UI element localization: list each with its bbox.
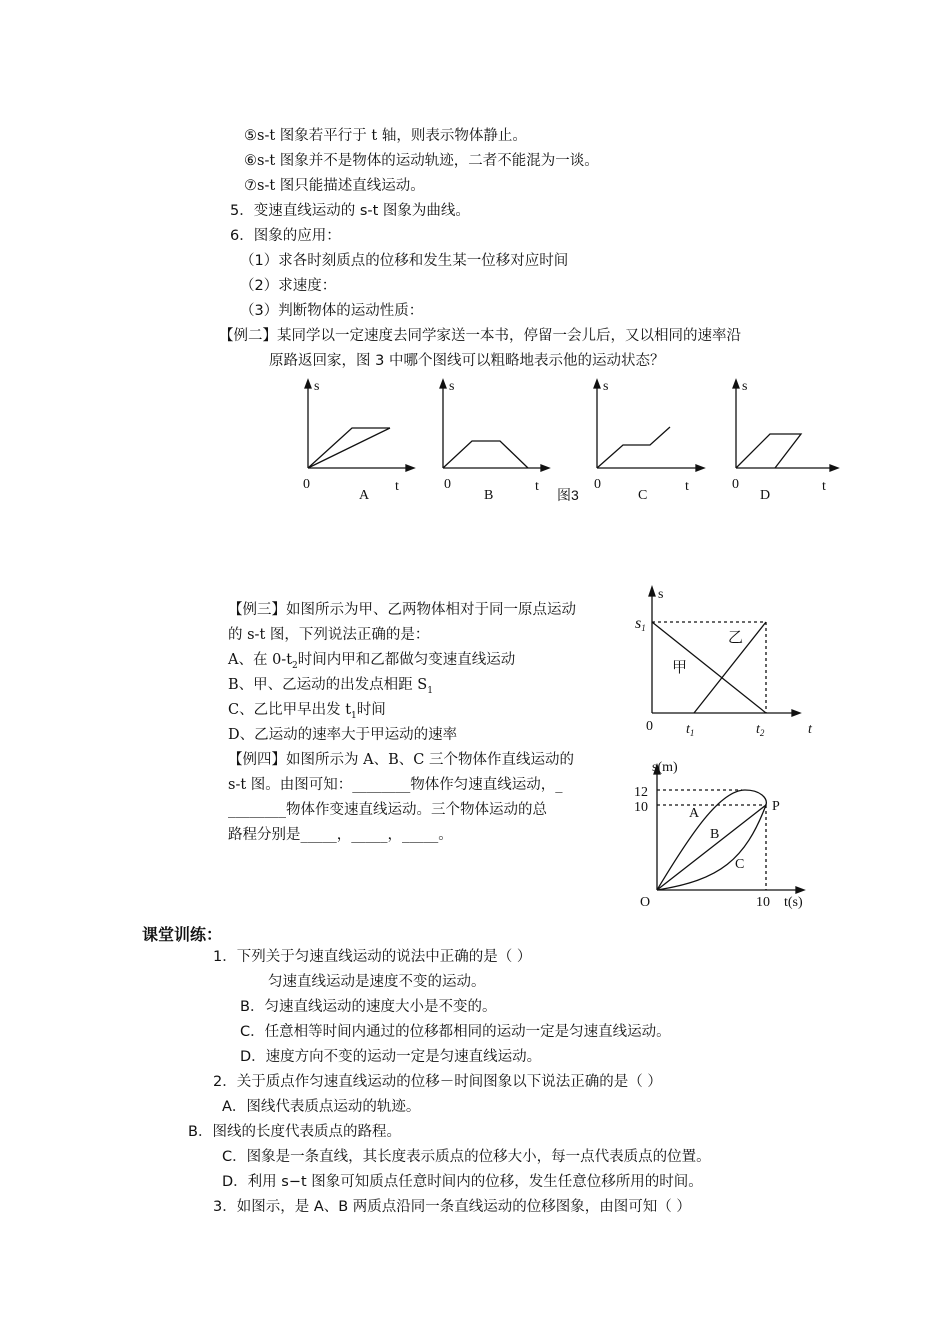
question-1-option-c: C．任意相等时间内通过的位移都相同的运动一定是匀速直线运动。 (240, 1024, 671, 1040)
graph-a-s-label: s (314, 379, 320, 394)
example2-line2: 原路返回家，图 3 中哪个图线可以粗略地表示他的运动状态？ (269, 353, 665, 369)
ex4-p-label: P (772, 799, 780, 814)
example4-line4: 路程分别是_____，_____，_____。 (228, 827, 453, 843)
example3-line1: 【例三】如图所示为甲、乙两物体相对于同一原点运动 (228, 602, 576, 618)
question-1-option-a: 匀速直线运动是速度不变的运动。 (268, 974, 486, 990)
question-1-option-b: B．匀速直线运动的速度大小是不变的。 (240, 999, 497, 1015)
ex4-y10-label: 10 (634, 800, 648, 815)
ex4-x10-label: 10 (756, 895, 770, 910)
question-2-option-a: A．图线代表质点运动的轨迹。 (222, 1099, 421, 1115)
example3-option-b: B、甲、乙运动的出发点相距 $S_1$ (228, 677, 433, 696)
question-2-option-b: B．图线的长度代表质点的路程。 (188, 1124, 401, 1140)
example4-line2: s-t 图。由图可知：________物体作匀速直线运动，_ (228, 777, 563, 793)
application-2: （2）求速度： (240, 278, 337, 294)
ex3-s-label: s (658, 587, 664, 602)
graph-c-origin: 0 (594, 477, 601, 492)
note-6: ⑥s-t 图象并不是物体的运动轨迹，二者不能混为一谈。 (244, 153, 599, 169)
question-3: 3．如图示，是 A、B 两质点沿同一条直线运动的位移图象，由图可知（ ） (213, 1199, 691, 1215)
graph-a-origin: 0 (303, 477, 310, 492)
ex4-c-label: C (735, 857, 745, 872)
ex3-t2-label: $t_2$ (756, 722, 765, 738)
ex3-origin: 0 (646, 719, 653, 734)
ex4-x-label: t(s) (784, 895, 803, 910)
ex4-line-b (657, 805, 766, 890)
question-2-option-c: C．图象是一条直线，其长度表示质点的位移大小，每一点代表质点的位置。 (222, 1149, 711, 1165)
application-1: （1）求各时刻质点的位移和发生某一位移对应时间 (240, 253, 569, 269)
ex4-b-label: B (710, 827, 720, 842)
example3-option-c: C、乙比甲早出发 $t_1$时间 (228, 702, 386, 721)
graph-d-t-label: t (822, 479, 826, 494)
ex3-t-label: t (808, 722, 812, 737)
graph-b-t-label: t (535, 479, 539, 494)
ex4-x-arrow (796, 887, 804, 893)
training-title: 课堂训练： (142, 925, 223, 944)
ex3-t1-label: $t_1$ (686, 722, 695, 738)
question-1: 1．下列关于匀速直线运动的说法中正确的是（ ） (213, 949, 532, 965)
example4-line3: ________物体作变速直线运动。三个物体运动的总 (228, 802, 547, 818)
ex4-origin: O (640, 895, 651, 910)
example4-line1: 【例四】如图所示为 A、B、C 三个物体作直线运动的 (228, 752, 574, 768)
question-2-option-d: D．利用 s−t 图象可知质点任意时间内的位移，发生任意位移所用的时间。 (222, 1174, 703, 1190)
example3-line2: 的 s-t 图，下列说法正确的是： (228, 627, 430, 643)
graph-c-t-label: t (685, 479, 689, 494)
note-7: ⑦s-t 图只能描述直线运动。 (244, 178, 425, 194)
ex3-s1-label: s1 (635, 615, 646, 633)
item-6: 6．图象的应用： (230, 228, 341, 244)
ex4-y12-label: 12 (634, 785, 648, 800)
graph-a-caption: A (359, 488, 370, 503)
graph-d-caption: D (760, 488, 771, 503)
graph-c-s-label: s (603, 379, 609, 394)
note-5: ⑤s-t 图象若平行于 t 轴，则表示物体静止。 (244, 128, 527, 144)
graph-b-origin: 0 (444, 477, 451, 492)
figure-3-caption: 图3 (557, 487, 579, 503)
graph-b-s-label: s (449, 379, 455, 394)
ex4-a-label: A (689, 806, 700, 821)
application-3: （3）判断物体的运动性质： (240, 303, 424, 319)
graph-d-origin: 0 (732, 477, 739, 492)
example3-option-a: A、在 $0-t_2$时间内甲和乙都做匀变速直线运动 (228, 652, 516, 671)
graph-c-caption: C (638, 488, 648, 503)
question-2: 2．关于质点作匀速直线运动的位移－时间图象以下说法正确的是（ ） (213, 1074, 662, 1090)
example3-option-d: D、乙运动的速率大于甲运动的速率 (228, 727, 458, 743)
graph-b-caption: B (484, 488, 494, 503)
question-1-option-d: D．速度方向不变的运动一定是匀速直线运动。 (240, 1049, 542, 1065)
graph-a-t-label: t (395, 479, 399, 494)
example2-line1: 【例二】某同学以一定速度去同学家送一本书，停留一会儿后，又以相同的速率沿 (219, 328, 741, 344)
ex3-jia-label: 甲 (672, 659, 688, 676)
ex3-yi-label: 乙 (728, 629, 744, 646)
item-5: 5．变速直线运动的 s-t 图象为曲线。 (230, 203, 470, 219)
graph-d-s-label: s (742, 379, 748, 394)
ex4-y-label: s(m) (652, 760, 678, 775)
